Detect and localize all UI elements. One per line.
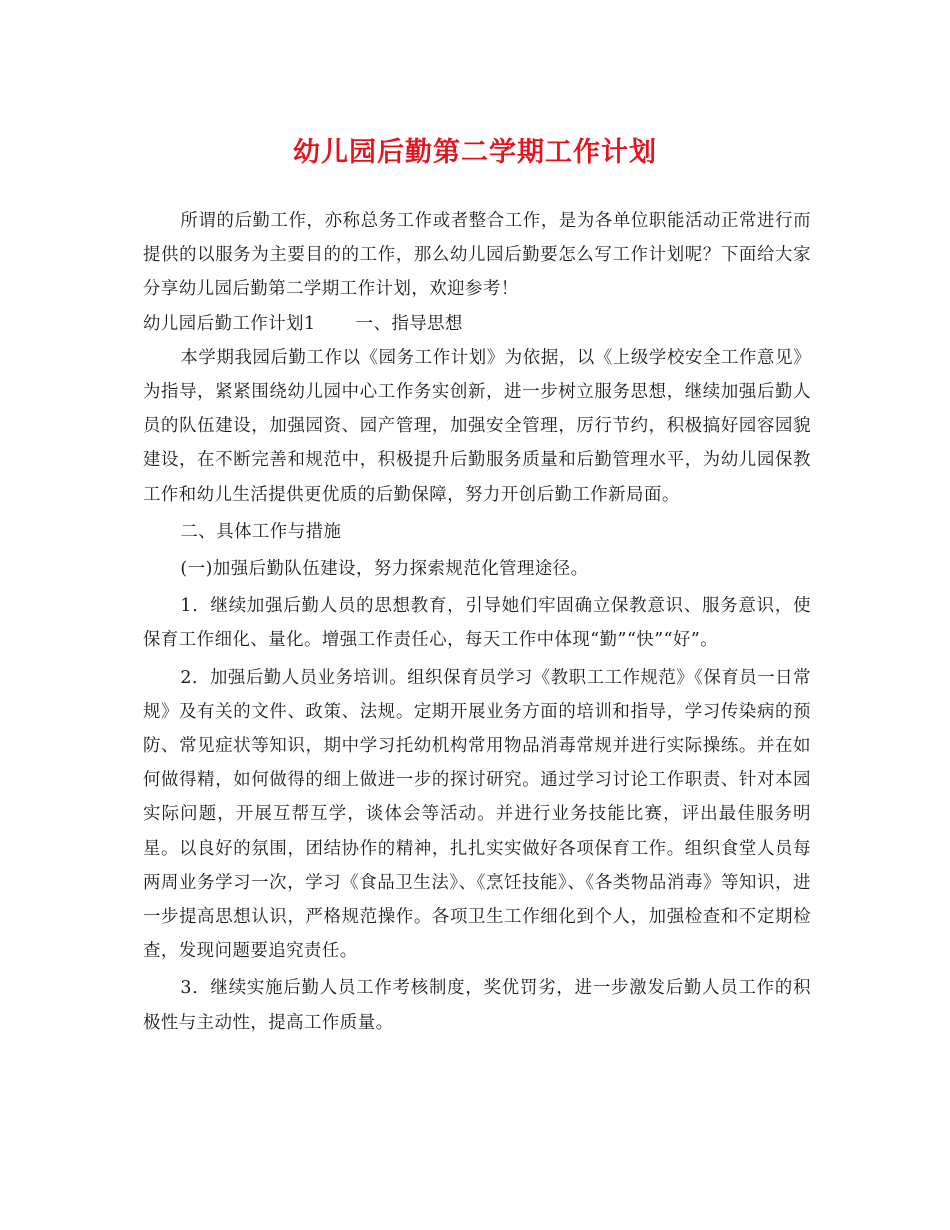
subsection1-heading: (一)加强后勤队伍建设，努力探索规范化管理途径。 <box>180 559 589 580</box>
plan-label: 幼儿园后勤工作计划1 <box>143 313 316 334</box>
document-body <box>143 204 811 1040</box>
section1-paragraph: 本学期我园后勤工作以《园务工作计划》为依据，以《上级学校安全工作意见》为指导，紧紧围绕幼儿园中心工作务实创新，进一步树立服务思想，继续加强后勤人员的队伍建设，加强园资、园产管理，加强安全管理，厉行节约，积极搞好园容园貌建设，在不断完善和规范中，积极提升后勤服务质量和后勤管理水平，为幼儿园保教工作和幼儿生活提供更优质的后勤保障，努力开创后勤工作新局面。 <box>143 347 811 505</box>
section1-heading: 一、指导思想 <box>355 313 463 334</box>
intro-paragraph: 所谓的后勤工作，亦称总务工作或者整合工作，是为各单位职能活动正常进行而提供的以服务为主要目的的工作，那么幼儿园后勤要怎么写工作计划呢？下面给大家分享幼儿园后勤第二学期工作计划，欢迎参考！ <box>143 211 811 300</box>
section2-heading: 二、具体工作与措施 <box>180 521 342 542</box>
plan-heading-line <box>143 307 811 341</box>
item2-paragraph: 2．加强后勤人员业务培训。组织保育员学习《教职工工作规范》《保育员一日常规》及有关的文件、政策、法规。定期开展业务方面的培训和指导，学习传染病的预防、常见症状等知识，期中学习托幼机构常用物品消毒常规并进行实际操练。并在如何做得精，如何做得的细上做进一步的探讨研究。通过学习讨论工作职责、针对本园实际问题，开展互帮互学，谈体会等活动。并进行业务技能比赛，评出最佳服务明星。以良好的氛围，团结协作的精神，扎扎实实做好各项保育工作。组织食堂人员每两周业务学习一次，学习《食品卫生法》、《烹饪技能》、《各类物品消毒》等知识，进一步提高思想认识，严格规范操作。各项卫生工作细化到个人，加强检查和不定期检查，发现问题要追究责任。 <box>143 667 811 962</box>
item3-paragraph: 3．继续实施后勤人员工作考核制度，奖优罚劣，进一步激发后勤人员工作的积极性与主动性，提高工作质量。 <box>143 978 811 1033</box>
item1-paragraph: 1．继续加强后勤人员的思想教育，引导她们牢固确立保教意识、服务意识，使保育工作细化、量化。增强工作责任心，每天工作中体现“勤”“快”“好”。 <box>143 596 811 651</box>
document-title: 幼儿园后勤第二学期工作计划 <box>293 137 657 168</box>
